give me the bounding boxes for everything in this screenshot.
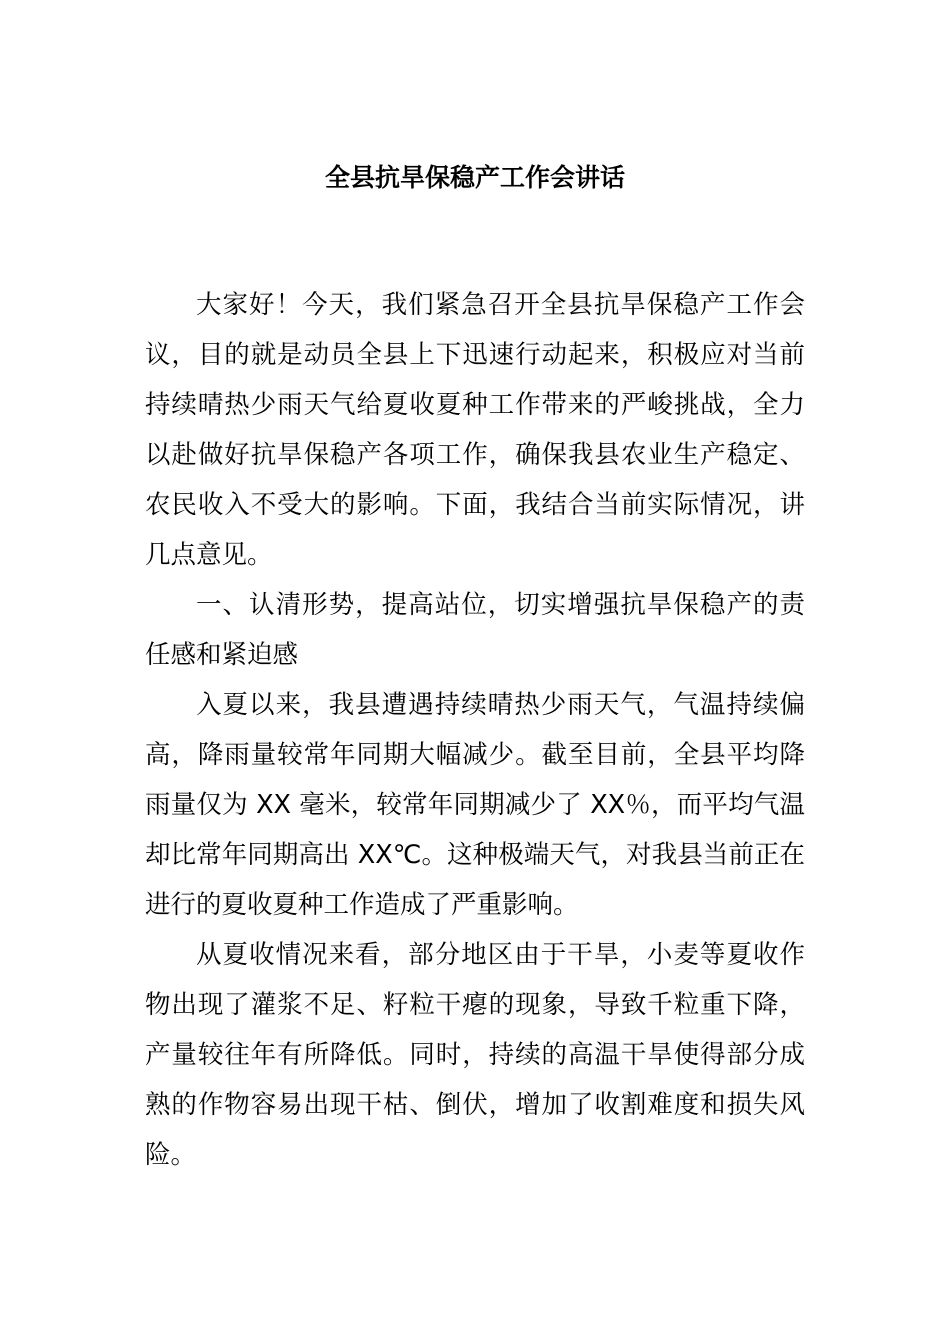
document-title: 全县抗旱保稳产工作会讲话	[324, 163, 625, 192]
paragraph-summer-harvest: 从夏收情况来看，部分地区由于干旱，小麦等夏收作物出现了灌浆不足、籽粒干瘪的现象，导致千粒重下降，产量较往年有所降低。同时，持续的高温干旱使得部分成熟的作物容易出现干枯、倒伏，增加了收割难度和损失风险。	[145, 940, 805, 1170]
paragraph-greeting: 大家好！今天，我们紧急召开全县抗旱保稳产工作会议，目的就是动员全县上下迅速行动起来，积极应对当前持续晴热少雨天气给夏收夏种工作带来的严峻挑战，全力以赴做好抗旱保稳产各项工作，确保我县农业生产稳定、农民收入不受大的影响。下面，我结合当前实际情况，讲几点意见。	[145, 290, 805, 570]
section-heading-1: 一、认清形势，提高站位，切实增强抗旱保稳产的责任感和紧迫感	[145, 590, 805, 670]
paragraph-weather-situation: 入夏以来，我县遭遇持续晴热少雨天气，气温持续偏高，降雨量较常年同期大幅减少。截至目前，全县平均降雨量仅为 XX 毫米，较常年同期减少了 XX％，而平均气温却比常年同期高出 XX℃。这种极端天气，对我县当前正在进行的夏收夏种工作造成了严重影响。	[145, 690, 805, 920]
document-body	[145, 280, 805, 1180]
